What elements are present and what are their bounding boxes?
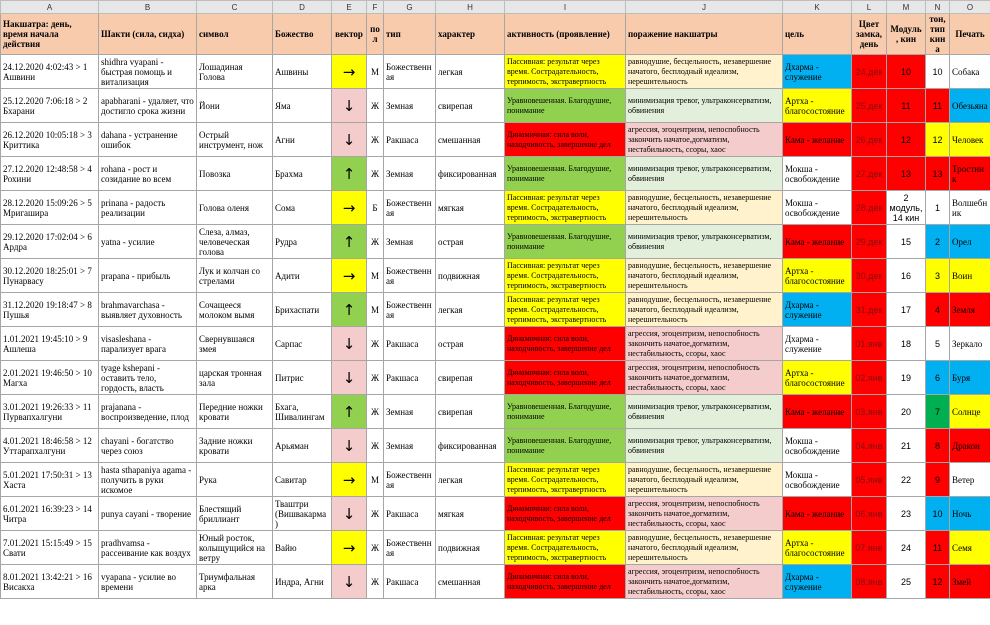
symbol-cell[interactable]: царская тронная зала [197,361,273,395]
tone-cell[interactable]: 10 [926,55,950,89]
seal-cell[interactable]: Земля [950,293,990,327]
affliction-cell[interactable]: минимизация тревог, ультраконсерватизм, обвинения [626,225,783,259]
column-header-o[interactable]: O [950,1,990,14]
character-cell[interactable]: легкая [436,55,505,89]
type-cell[interactable]: Земная [384,157,436,191]
module-kin-cell[interactable]: 10 [887,55,926,89]
tone-cell[interactable]: 3 [926,259,950,293]
table-row [1,429,990,463]
symbol-cell[interactable]: Острый инструмент, нож [197,123,273,157]
character-cell[interactable]: острая [436,225,505,259]
castle-day-cell[interactable]: 24.дек [852,55,887,89]
column-header-a[interactable]: A [1,1,99,14]
nakshatra-cell[interactable]: 2.01.2021 19:46:50 > 10 Магха [1,361,99,395]
nakshatra-cell[interactable]: 5.01.2021 17:50:31 > 13 Хаста [1,463,99,497]
table-row [1,259,990,293]
header-cell[interactable]: Модуль , кин [887,14,926,55]
castle-day-cell[interactable]: 30.дек [852,259,887,293]
castle-day-cell[interactable]: 31.дек [852,293,887,327]
vector-cell[interactable]: ↓ [332,497,367,531]
affliction-cell[interactable]: агрессия, эгоцентризм, непоспобность закончить начатое,догматизм, нестабильность, ссоры, хаос [626,361,783,395]
deity-cell[interactable]: Питрис [273,361,332,395]
vector-cell[interactable]: ↓ [332,123,367,157]
gender-cell[interactable]: Ж [367,157,384,191]
activity-cell[interactable]: Динамичная: сила воли, находчивость, завершение дел [505,327,626,361]
gender-cell[interactable]: Ж [367,395,384,429]
nakshatra-cell[interactable]: 7.01.2021 15:15:49 > 15 Свати [1,531,99,565]
activity-cell[interactable]: Пассивная: результат через время. Сострадательность, терпимость, экстравертность [505,293,626,327]
column-header-k[interactable]: K [783,1,852,14]
tone-cell[interactable]: 13 [926,157,950,191]
deity-cell[interactable]: Агни [273,123,332,157]
character-cell[interactable]: свирепая [436,395,505,429]
tone-cell[interactable]: 10 [926,497,950,531]
symbol-cell[interactable]: Лук и колчан со стрелами [197,259,273,293]
type-cell[interactable]: Ракшаса [384,123,436,157]
activity-cell[interactable]: Динамичная: сила воли, находчивость, завершение дел [505,497,626,531]
symbol-cell[interactable]: Слеза, алмаз, человеческая голова [197,225,273,259]
column-header-i[interactable]: I [505,1,626,14]
deity-cell[interactable]: Бхага, Шивалингам [273,395,332,429]
vector-cell[interactable]: ↑ [332,157,367,191]
gender-cell[interactable]: Ж [367,497,384,531]
column-header-f[interactable]: F [367,1,384,14]
column-header-l[interactable]: L [852,1,887,14]
character-cell[interactable]: легкая [436,463,505,497]
tone-cell[interactable]: 11 [926,531,950,565]
column-header-m[interactable]: M [887,1,926,14]
table-row [1,225,990,259]
vector-cell[interactable]: → [332,191,367,225]
gender-cell[interactable]: Ж [367,531,384,565]
seal-cell[interactable]: Орел [950,225,990,259]
goal-cell[interactable]: Дхарма - служение [783,565,852,599]
character-cell[interactable]: мягкая [436,191,505,225]
type-cell[interactable]: Божественная [384,531,436,565]
module-kin-cell[interactable]: 16 [887,259,926,293]
table-row [1,361,990,395]
castle-day-cell[interactable]: 29.дек [852,225,887,259]
seal-cell[interactable]: Ночь [950,497,990,531]
symbol-cell[interactable]: Голова оленя [197,191,273,225]
symbol-cell[interactable]: Блестящий бриллиант [197,497,273,531]
goal-cell[interactable]: Дхарма - служение [783,293,852,327]
character-cell[interactable]: фиксированная [436,429,505,463]
tone-cell[interactable]: 1 [926,191,950,225]
nakshatra-cell[interactable]: 1.01.2021 19:45:10 > 9 Ашлеша [1,327,99,361]
gender-cell[interactable]: Ж [367,361,384,395]
deity-cell[interactable]: Адити [273,259,332,293]
activity-cell[interactable]: Пассивная: результат через время. Сострадательность, терпимость, экстравертность [505,191,626,225]
goal-cell[interactable]: Артха - благосостояние [783,89,852,123]
deity-cell[interactable]: Рудра [273,225,332,259]
goal-cell[interactable]: Кама - желание [783,395,852,429]
character-cell[interactable]: острая [436,327,505,361]
gender-cell[interactable]: Ж [367,89,384,123]
tone-cell[interactable]: 7 [926,395,950,429]
type-cell[interactable]: Земная [384,429,436,463]
vector-cell[interactable]: ↓ [332,565,367,599]
header-cell[interactable]: Печать [950,14,990,55]
type-cell[interactable]: Божественная [384,293,436,327]
gender-cell[interactable]: М [367,55,384,89]
activity-cell[interactable]: Динамичная: сила воли, находчивость, завершение дел [505,361,626,395]
table-row [1,191,990,225]
deity-cell[interactable]: Ашвины [273,55,332,89]
header-cell[interactable]: Шакти (сила, сидха) [99,14,197,55]
deity-cell[interactable]: Тваштри (Вишвакарма) [273,497,332,531]
nakshatra-cell[interactable]: 26.12.2020 10:05:18 > 3 Криттика [1,123,99,157]
nakshatra-cell[interactable]: 28.12.2020 15:09:26 > 5 Мригашира [1,191,99,225]
header-cell[interactable]: тон, тип кина [926,14,950,55]
seal-cell[interactable]: Змей [950,565,990,599]
table-row [1,89,990,123]
table-row [1,157,990,191]
module-kin-cell[interactable]: 2 модуль, 14 кин [887,191,926,225]
header-cell[interactable]: Божество [273,14,332,55]
column-header-b[interactable]: B [99,1,197,14]
symbol-cell[interactable]: Лошадиная Голова [197,55,273,89]
activity-cell[interactable]: Пассивная: результат через время. Сострадательность, терпимость, экстравертность [505,259,626,293]
header-cell[interactable]: символ [197,14,273,55]
table-row [1,463,990,497]
symbol-cell[interactable]: Передние ножки кровати [197,395,273,429]
column-header-d[interactable]: D [273,1,332,14]
gender-cell[interactable]: Ж [367,565,384,599]
nakshatra-cell[interactable]: 31.12.2020 19:18:47 > 8 Пушья [1,293,99,327]
tone-cell[interactable]: 2 [926,225,950,259]
header-row [1,14,990,55]
gender-cell[interactable]: Ж [367,225,384,259]
castle-day-cell[interactable]: 25.дек [852,89,887,123]
table-row [1,531,990,565]
type-cell[interactable]: Земная [384,225,436,259]
activity-cell[interactable]: Уравновешенная. Благодушие, понимание [505,89,626,123]
type-cell[interactable]: Божественная [384,191,436,225]
shakti-cell[interactable]: tyage kshepani - оставить тело, гордость, власть [99,361,197,395]
header-cell[interactable]: вектор [332,14,367,55]
shakti-cell[interactable]: hasta sthapaniya agama - получить в руки искомое [99,463,197,497]
vector-cell[interactable]: → [332,55,367,89]
character-cell[interactable]: мягкая [436,497,505,531]
nakshatra-cell[interactable]: 8.01.2021 13:42:21 > 16 Висакха [1,565,99,599]
module-kin-cell[interactable]: 21 [887,429,926,463]
column-header-h[interactable]: H [436,1,505,14]
castle-day-cell[interactable]: 02.янв [852,361,887,395]
deity-cell[interactable]: Савитар [273,463,332,497]
type-cell[interactable]: Ракшаса [384,497,436,531]
shakti-cell[interactable]: dahana - устранение ошибок [99,123,197,157]
tone-cell[interactable]: 4 [926,293,950,327]
goal-cell[interactable]: Дхарма - служение [783,55,852,89]
nakshatra-cell[interactable]: 24.12.2020 4:02:43 > 1 Ашвини [1,55,99,89]
castle-day-cell[interactable]: 26.дек [852,123,887,157]
goal-cell[interactable]: Кама - желание [783,225,852,259]
column-header-g[interactable]: G [384,1,436,14]
affliction-cell[interactable]: агрессия, эгоцентризм, непоспобность закончить начатое,догматизм, нестабильность, ссоры, хаос [626,123,783,157]
module-kin-cell[interactable]: 11 [887,89,926,123]
vector-cell[interactable]: ↑ [332,293,367,327]
gender-cell[interactable]: Ж [367,429,384,463]
vector-cell[interactable]: → [332,531,367,565]
type-cell[interactable]: Земная [384,395,436,429]
vector-cell[interactable]: ↓ [332,327,367,361]
symbol-cell[interactable]: Рука [197,463,273,497]
table-row [1,327,990,361]
table-row [1,497,990,531]
goal-cell[interactable]: Мокша - освобождение [783,191,852,225]
goal-cell[interactable]: Кама - желание [783,123,852,157]
symbol-cell[interactable]: Йони [197,89,273,123]
castle-day-cell[interactable]: 27.дек [852,157,887,191]
header-cell[interactable]: активность (проявление) [505,14,626,55]
header-cell[interactable]: Цвет замка, день [852,14,887,55]
module-kin-cell[interactable]: 24 [887,531,926,565]
castle-day-cell[interactable]: 03.янв [852,395,887,429]
tone-cell[interactable]: 11 [926,89,950,123]
activity-cell[interactable]: Пассивная: результат через время. Сострадательность, терпимость, экстравертность [505,55,626,89]
nakshatra-cell[interactable]: 30.12.2020 18:25:01 > 7 Пунарвасу [1,259,99,293]
shakti-cell[interactable]: brahmavarchasa - выявляет духовность [99,293,197,327]
nakshatra-cell[interactable]: 25.12.2020 7:06:18 > 2 Бхарани [1,89,99,123]
character-cell[interactable]: свирепая [436,89,505,123]
seal-cell[interactable]: Семя [950,531,990,565]
nakshatra-cell[interactable]: 29.12.2020 17:02:04 > 6 Ардра [1,225,99,259]
type-cell[interactable]: Божественная [384,259,436,293]
castle-day-cell[interactable]: 07.янв [852,531,887,565]
affliction-cell[interactable]: равнодушие, бесцельность, незавершение начатого, бесплодный идеализм, нерешительность [626,259,783,293]
module-kin-cell[interactable]: 20 [887,395,926,429]
activity-cell[interactable]: Пассивная: результат через время. Сострадательность, терпимость, экстравертность [505,531,626,565]
type-cell[interactable]: Ракшаса [384,361,436,395]
header-cell[interactable]: цель [783,14,852,55]
seal-cell[interactable]: Дракон [950,429,990,463]
goal-cell[interactable]: Мокша - освобождение [783,429,852,463]
seal-cell[interactable]: Зеркало [950,327,990,361]
gender-cell[interactable]: М [367,259,384,293]
seal-cell[interactable]: Солнце [950,395,990,429]
affliction-cell[interactable]: минимизация тревог, ультраконсерватизм, обвинения [626,89,783,123]
shakti-cell[interactable]: vyapana - усилие во времени [99,565,197,599]
symbol-cell[interactable]: Свернувшаяся змея [197,327,273,361]
character-cell[interactable]: подвижная [436,259,505,293]
castle-day-cell[interactable]: 28.дек [852,191,887,225]
table-row [1,565,990,599]
type-cell[interactable]: Ракшаса [384,565,436,599]
nakshatra-cell[interactable]: 27.12.2020 12:48:58 > 4 Рохини [1,157,99,191]
module-kin-cell[interactable]: 17 [887,293,926,327]
column-header-j[interactable]: J [626,1,783,14]
goal-cell[interactable]: Дхарма - служение [783,327,852,361]
castle-day-cell[interactable]: 01.янв [852,327,887,361]
symbol-cell[interactable]: Юный росток, колыщущийся на ветру [197,531,273,565]
module-kin-cell[interactable]: 15 [887,225,926,259]
character-cell[interactable]: смешанная [436,123,505,157]
character-cell[interactable]: свирепая [436,361,505,395]
module-kin-cell[interactable]: 13 [887,157,926,191]
character-cell[interactable]: подвижная [436,531,505,565]
affliction-cell[interactable]: агрессия, эгоцентризм, непоспобность закончить начатое,догматизм, нестабильность, ссоры, хаос [626,327,783,361]
table-row [1,123,990,157]
character-cell[interactable]: фиксированная [436,157,505,191]
vector-cell[interactable]: ↑ [332,225,367,259]
table-row [1,55,990,89]
module-kin-cell[interactable]: 23 [887,497,926,531]
table-row [1,293,990,327]
deity-cell[interactable]: Вайю [273,531,332,565]
shakti-cell[interactable]: yatna - усилие [99,225,197,259]
column-header-e[interactable]: E [332,1,367,14]
gender-cell[interactable]: Б [367,191,384,225]
shakti-cell[interactable]: prinana - радость реализации [99,191,197,225]
gender-cell[interactable]: Ж [367,123,384,157]
symbol-cell[interactable]: Задние ножки кровати [197,429,273,463]
seal-cell[interactable]: Тростник [950,157,990,191]
module-kin-cell[interactable]: 12 [887,123,926,157]
header-cell[interactable]: тип [384,14,436,55]
activity-cell[interactable]: Динамичная: сила воли, находчивость, завершение дел [505,123,626,157]
seal-cell[interactable]: Человек [950,123,990,157]
affliction-cell[interactable]: минимизация тревог, ультраконсерватизм, обвинения [626,395,783,429]
affliction-cell[interactable]: равнодушие, бесцельность, незавершение начатого, бесплодный идеализм, нерешительность [626,191,783,225]
goal-cell[interactable]: Кама - желание [783,497,852,531]
shakti-cell[interactable]: visasleshana - парализует врага [99,327,197,361]
tone-cell[interactable]: 12 [926,565,950,599]
goal-cell[interactable]: Артха - благосостояние [783,259,852,293]
vector-cell[interactable]: ↓ [332,89,367,123]
tone-cell[interactable]: 8 [926,429,950,463]
table-row [1,395,990,429]
tone-cell[interactable]: 12 [926,123,950,157]
module-kin-cell[interactable]: 22 [887,463,926,497]
nakshatra-cell[interactable]: 4.01.2021 18:46:58 > 12 Уттарапхалгуни [1,429,99,463]
type-cell[interactable]: Божественная [384,463,436,497]
affliction-cell[interactable]: равнодушие, бесцельность, незавершение начатого, бесплодный идеализм, нерешительность [626,55,783,89]
deity-cell[interactable]: Сома [273,191,332,225]
nakshatra-cell[interactable]: 3.01.2021 19:26:33 > 11 Пурвапхалгуни [1,395,99,429]
gender-cell[interactable]: Ж [367,327,384,361]
goal-cell[interactable]: Мокша - освобождение [783,157,852,191]
activity-cell[interactable]: Уравновешенная. Благодушие, понимание [505,157,626,191]
shakti-cell[interactable]: prajanana - воспроизведение, плод [99,395,197,429]
column-header-c[interactable]: C [197,1,273,14]
affliction-cell[interactable]: минимизация тревог, ультраконсерватизм, обвинения [626,157,783,191]
goal-cell[interactable]: Артха - благосостояние [783,531,852,565]
seal-cell[interactable]: Буря [950,361,990,395]
symbol-cell[interactable]: Повозка [197,157,273,191]
shakti-cell[interactable]: shidhra vyapani - быстрая помощь и витализация [99,55,197,89]
castle-day-cell[interactable]: 06.янв [852,497,887,531]
header-cell[interactable]: пол [367,14,384,55]
affliction-cell[interactable]: агрессия, эгоцентризм, непоспобность закончить начатое,догматизм, нестабильность, ссоры, хаос [626,565,783,599]
goal-cell[interactable]: Мокша - освобождение [783,463,852,497]
column-header-row [1,1,990,14]
symbol-cell[interactable]: Триумфальная арка [197,565,273,599]
affliction-cell[interactable]: минимизация тревог, ультраконсерватизм, обвинения [626,429,783,463]
type-cell[interactable]: Божественная [384,55,436,89]
seal-cell[interactable]: Волшебник [950,191,990,225]
affliction-cell[interactable]: равнодушие, бесцельность, незавершение начатого, бесплодный идеализм, нерешительность [626,531,783,565]
symbol-cell[interactable]: Сочащееся молоком вымя [197,293,273,327]
deity-cell[interactable]: Яма [273,89,332,123]
character-cell[interactable]: смешанная [436,565,505,599]
castle-day-cell[interactable]: 05.янв [852,463,887,497]
activity-cell[interactable]: Уравновешенная. Благодушие, понимание [505,429,626,463]
shakti-cell[interactable]: punya cayani - творение [99,497,197,531]
vector-cell[interactable]: ↓ [332,361,367,395]
vector-cell[interactable]: → [332,259,367,293]
seal-cell[interactable]: Обезьяна [950,89,990,123]
header-cell[interactable]: характер [436,14,505,55]
deity-cell[interactable]: Брахма [273,157,332,191]
vector-cell[interactable]: → [332,463,367,497]
gender-cell[interactable]: М [367,293,384,327]
seal-cell[interactable]: Воин [950,259,990,293]
castle-day-cell[interactable]: 04.янв [852,429,887,463]
affliction-cell[interactable]: равнодушие, бесцельность, незавершение начатого, бесплодный идеализм, нерешительность [626,293,783,327]
goal-cell[interactable]: Артха - благосостояние [783,361,852,395]
affliction-cell[interactable]: агрессия, эгоцентризм, непоспобность закончить начатое,догматизм, нестабильность, ссоры, хаос [626,497,783,531]
seal-cell[interactable]: Ветер [950,463,990,497]
activity-cell[interactable]: Уравновешенная. Благодушие, понимание [505,225,626,259]
type-cell[interactable]: Земная [384,89,436,123]
nakshatra-cell[interactable]: 6.01.2021 16:39:23 > 14 Читра [1,497,99,531]
gender-cell[interactable]: М [367,463,384,497]
vector-cell[interactable]: ↑ [332,395,367,429]
column-header-n[interactable]: N [926,1,950,14]
shakti-cell[interactable]: rohana - рост и созидание во всем [99,157,197,191]
shakti-cell[interactable]: apabharani - удаляет, что достигло срока жизни [99,89,197,123]
character-cell[interactable]: легкая [436,293,505,327]
activity-cell[interactable]: Динамичная: сила воли, находчивость, завершение дел [505,565,626,599]
deity-cell[interactable]: Арьяман [273,429,332,463]
activity-cell[interactable]: Уравновешенная. Благодушие, понимание [505,395,626,429]
shakti-cell[interactable]: chayani - богатство через союз [99,429,197,463]
castle-day-cell[interactable]: 08.янв [852,565,887,599]
activity-cell[interactable]: Пассивная: результат через время. Сострадательность, терпимость, экстравертность [505,463,626,497]
shakti-cell[interactable]: pradhvamsa - рассеивание как воздух [99,531,197,565]
shakti-cell[interactable]: prapana - прибыль [99,259,197,293]
header-cell[interactable]: Накшатра: день, время начала действия [1,14,99,55]
deity-cell[interactable]: Брихаспати [273,293,332,327]
module-kin-cell[interactable]: 18 [887,327,926,361]
affliction-cell[interactable]: равнодушие, бесцельность, незавершение начатого, бесплодный идеализм, нерешительность [626,463,783,497]
module-kin-cell[interactable]: 25 [887,565,926,599]
module-kin-cell[interactable]: 19 [887,361,926,395]
vector-cell[interactable]: ↓ [332,429,367,463]
type-cell[interactable]: Ракшаса [384,327,436,361]
tone-cell[interactable]: 6 [926,361,950,395]
seal-cell[interactable]: Собака [950,55,990,89]
tone-cell[interactable]: 5 [926,327,950,361]
tone-cell[interactable]: 9 [926,463,950,497]
deity-cell[interactable]: Индра, Агни [273,565,332,599]
header-cell[interactable]: поражение накшатры [626,14,783,55]
deity-cell[interactable]: Сарпас [273,327,332,361]
